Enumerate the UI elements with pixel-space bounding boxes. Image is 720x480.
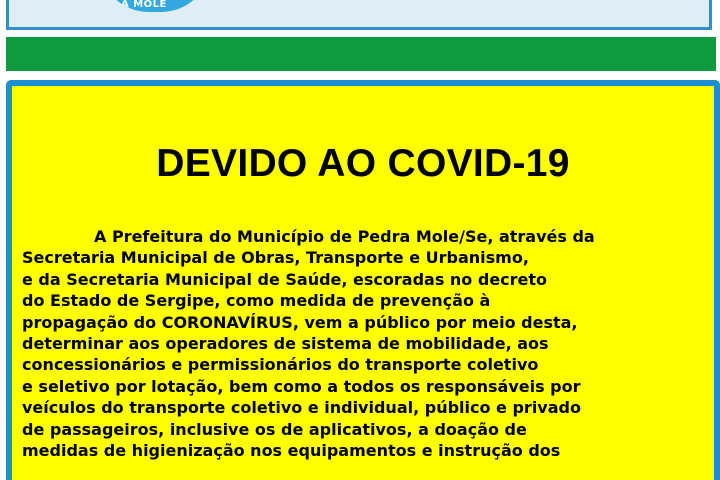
notice-line: determinar aos operadores de sistema de mobilidade, aos bbox=[22, 334, 549, 354]
notice-line: de passageiros, inclusive os de aplicativos, a doação de bbox=[22, 419, 527, 439]
notice-line: e da Secretaria Municipal de Saúde, escoradas no decreto bbox=[22, 269, 548, 289]
logo-text: A MOLE bbox=[121, 0, 167, 10]
header-banner bbox=[6, 0, 712, 30]
notice-line: concessionários e permissionários do transporte coletivo bbox=[22, 355, 539, 375]
municipality-logo bbox=[99, 0, 211, 12]
green-stripe bbox=[6, 37, 716, 71]
notice-body bbox=[22, 226, 712, 461]
notice-line: propagação do CORONAVÍRUS, vem a público por meio desta, bbox=[22, 312, 578, 332]
notice-line: e seletivo por lotação, bem como a todos os responsáveis por bbox=[22, 376, 581, 396]
notice-line: veículos do transporte coletivo e individual, público e privado bbox=[22, 398, 581, 418]
notice-line: medidas de higienização nos equipamentos e instrução dos bbox=[22, 441, 561, 461]
notice-box bbox=[6, 80, 720, 480]
notice-line: do Estado de Sergipe, como medida de prevenção à bbox=[22, 291, 491, 311]
notice-line: A Prefeitura do Município de Pedra Mole/Se, através da bbox=[94, 227, 595, 246]
notice-line: Secretaria Municipal de Obras, Transporte e Urbanismo, bbox=[22, 248, 529, 268]
notice-title: DEVIDO AO COVID-19 bbox=[156, 142, 570, 185]
